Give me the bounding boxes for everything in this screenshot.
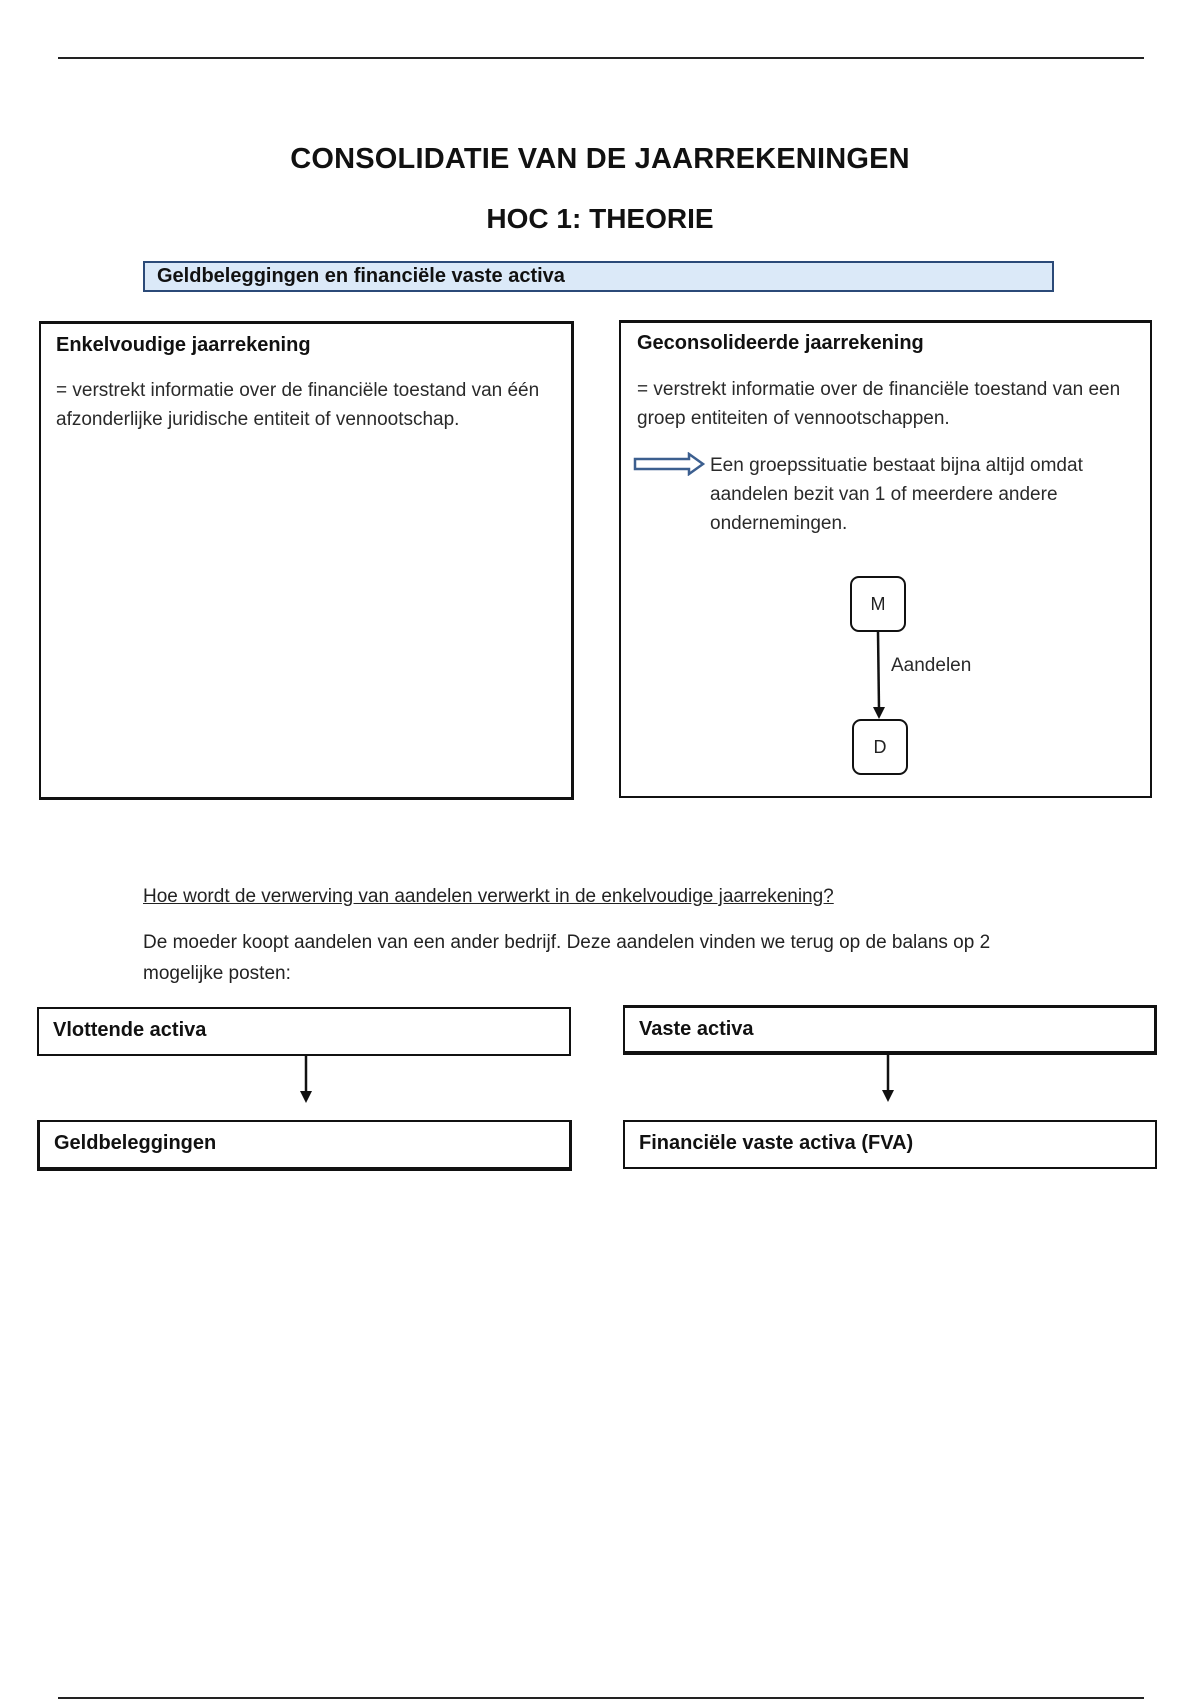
child-node: D xyxy=(852,719,908,775)
question-paragraph: De moeder koopt aandelen van een ander bedrijf. Deze aandelen vinden we terug op de balans op 2 mogelijke posten: xyxy=(143,932,991,984)
enkelvoudige-heading: Enkelvoudige jaarrekening xyxy=(56,334,311,356)
vaste-activa-box: Vaste activa xyxy=(623,1005,1157,1055)
enkelvoudige-definition: = verstrekt informatie over de financiële toestand van één afzonderlijke juridische entiteit of vennootschap. xyxy=(56,380,540,430)
geconsolideerde-heading: Geconsolideerde jaarrekening xyxy=(637,332,924,354)
document-subtitle: HOC 1: THEORIE xyxy=(486,203,714,234)
question-heading: Hoe wordt de verwerving van aandelen verwerkt in de enkelvoudige jaarrekening? xyxy=(143,886,834,907)
parent-node: M xyxy=(850,576,906,632)
geconsolideerde-definition: = verstrekt informatie over de financiële toestand van een groep entiteiten of vennootschappen. xyxy=(637,379,1121,429)
geconsolideerde-jaarrekening-box xyxy=(619,320,1152,798)
vlottende-activa-box: Vlottende activa xyxy=(37,1007,571,1056)
edge-label: Aandelen xyxy=(891,655,972,676)
groepssituatie-note: Een groepssituatie bestaat bijna altijd omdat aandelen bezit van 1 of meerdere andere ondernemingen. xyxy=(710,455,1083,534)
enkelvoudige-jaarrekening-box xyxy=(39,321,574,800)
bottom-rule xyxy=(58,1697,1144,1699)
down-arrow-right xyxy=(880,1055,896,1103)
document-title: CONSOLIDATIE VAN DE JAARREKENINGEN xyxy=(290,143,910,175)
geldbeleggingen-box: Geldbeleggingen xyxy=(37,1120,572,1171)
down-arrow-left xyxy=(298,1056,314,1104)
top-rule xyxy=(58,57,1144,59)
financiele-vaste-activa-box: Financiële vaste activa (FVA) xyxy=(623,1120,1157,1169)
section-banner: Geldbeleggingen en financiële vaste activa xyxy=(143,261,1054,292)
